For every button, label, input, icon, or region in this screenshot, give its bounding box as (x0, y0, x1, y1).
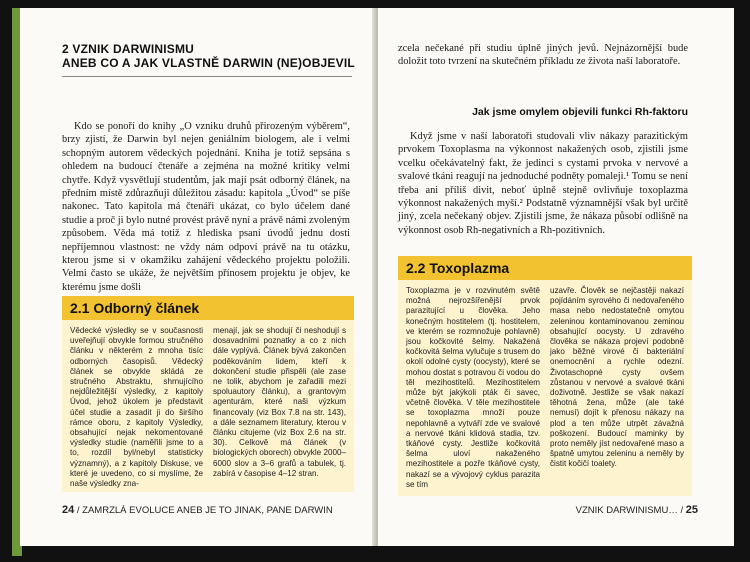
right-body-continuation: zcela nečekané při studiu úplně jiných jevů. Nejnázornější bude doložit toto tvrzení na skutečném příkladu ze života naší laboratoře. (398, 43, 688, 68)
box-column-2: menají, jak se shodují či neshodují s dosavadními poznatky a co z nich dále vyplývá. Článek bývá zakončen poděkováním lidem, kteří k dokončení studie přispěli (ale zase ne tolik, abychom je zařadili mezi spoluautory článku), a grantovým agenturám, které naši výzkum financovaly (viz Box 7.8 na str. 143), a dále seznamem literatury, kterou v článku citujeme (viz Box 2.6 na str. 30). Celkově má článek (v biologických oborech) obvykle 2000–6000 slov a 3–6 grafů a tabulek, tj. zabírá v časopise 4–12 stran. (213, 326, 346, 478)
footer-separator: / (76, 505, 80, 516)
left-body-text (62, 120, 350, 294)
box-column-1: Vědecké výsledky se v současnosti uveřejňují obvykle formou stručného článku v některém z mnoha tisíc odborných časopisů. Vědecký článek se obvykle skládá ze stručného Abstraktu, shrnujícího nejdůležitější výsledky, z kapitoly Úvod, jehož úkolem je představit účel studie a zasadit ji do širšího rámce oboru, z kapitoly Výsledky, obsahující nejak nekomentované výsledky studie (naměřili jsme to a to, rozdíl byl/nebyl statisticky významný), a z kapitoly Diskuse, ve které je uvedeno, co si myslíme, že naše výsledky zna- (70, 326, 203, 489)
box-columns (398, 280, 692, 490)
box-odborny-clanek (62, 296, 354, 492)
box-toxoplazma (398, 256, 692, 496)
left-page (20, 8, 376, 546)
left-footer (62, 504, 333, 516)
right-page (378, 8, 734, 546)
left-body-paragraph: Kdo se ponoří do knihy „O vzniku druhů přirozeným výběrem“, brzy zjistí, že Darwin byl nejen geniálním biologem, ale i velmi schopným autorem vědeckých pojednání. Kniha je totiž sepsána s ohledem na budoucí čtenáře a zejména na možné kritiky velmi chytře. Když vysvětlují studentům, jak mají psát odborný článek, na předním místě zdůrazňuji důležitou zásadu: kapitola „Úvod“ se píše nakonec. Tato kapitola má čtenáři ukázat, co bylo účelem dané studie a proč ji bylo nutné provést právě nyní a právě námi zvoleným způsobem. Věda má totiž z hlediska psaní úvodů jednu dosti nepříjemnou vlastnost: ne vždy nám odpoví právě na tu otázku, kterou jsme si v okamžiku zahájení vědeckého projektu položili. Velmi často se ukáže, že největším přínosem projektu je objev, ke kterému jsme došli (62, 121, 350, 293)
page-number: 25 (685, 504, 698, 516)
chapter-rule (62, 76, 352, 77)
box-title: 2.2 Toxoplazma (398, 256, 692, 280)
right-body-paragraph: Když jsme v naší laboratoři studovali vliv nákazy parazitickým prvokem Toxoplasma na výkonnost nakažených osob, zjistili jsme vcelku očekávatelný fakt, že jedinci s cystami prvoka v nervové a svalové tkáni reagují na jednoduché podněty pomaleji.¹ Tomu se není třeba ani příliš divit, neboť úplně stejně ovlivňuje toxoplazma výkonnost nakažených myší.² Podstatně významnější však byl určitě jiný, zcela nečekaný objev. Zjistili jsme, že nákaza působí odlišně na výkonnost osob Rh-negativních a Rh-pozitivních. (398, 131, 688, 236)
running-title: VZNIK DARWINISMU… (575, 505, 678, 516)
chapter-title-line2: ANEB CO A JAK VLASTNĚ DARWIN (NE)OBJEVIL (62, 56, 355, 70)
chapter-title-line1: 2 VZNIK DARWINISMU (62, 42, 195, 56)
right-body-top (398, 42, 688, 69)
chapter-title (62, 42, 355, 70)
box-column-2: uzavře. Člověk se nejčastěji nakazí pojídáním syrového či nedovařeného masa nebo nedostatečně omytou zeleninou kontaminovanou zeminou obsahující oocysty. U zdravého člověka se nákaza projeví podobně jako běžné virové či bakteriální onemocnění a rychle odezní. Životaschopné cysty ovšem zůstanou v nervové a svalové tkáni doživotně. Jestliže se však nakazí těhotná žena, může (ale také nemusí) dojít k přenosu nákazy na plod a ten může utrpět závažná poškození. Budoucí maminky by proto neměly jíst nedovařené maso a špatně umytou zeleninu a neměly by čistit kočičí toalety. (550, 286, 684, 469)
section-heading: Jak jsme omylem objevili funkci Rh-faktoru (472, 106, 688, 118)
right-body-mid (398, 130, 688, 237)
box-column-1: Toxoplazma je v rozvinutém světě možná nejrozšířenější prvok parazitující u člověka. Jeho konečným hostitelem (tj. hostitelem, ve kterém se rozmnožuje pohlavně) jsou kočkovité šelmy. Nakažená kočkovitá šelma vylučuje s trusem do okolí odolné cysty (oocysty), které se mohou dostat s potravou či vodou do těl mezihostitelů. Mezihostitelem může být jakýkoli pták či savec, včetně člověka. V těle mezihostitele se toxoplazma množí pouze nepohlavně a vytváří zde ve svalové a nervové tkáni klidová stadia, tzv. tkáňové cysty. Jestliže kočkovitá šelma uloví nakaženého mezihostitele a pozře tkáňové cysty, nakazí se a vývojový cyklus parazita se tím (406, 286, 540, 489)
page-number: 24 (62, 504, 75, 516)
box-title: 2.1 Odborný článek (62, 296, 354, 320)
right-footer (576, 504, 698, 516)
box-columns (62, 320, 354, 489)
running-title: ZAMRZLÁ EVOLUCE ANEB JE TO JINAK, PANE DARWIN (82, 505, 333, 516)
footer-separator: / (680, 505, 684, 516)
